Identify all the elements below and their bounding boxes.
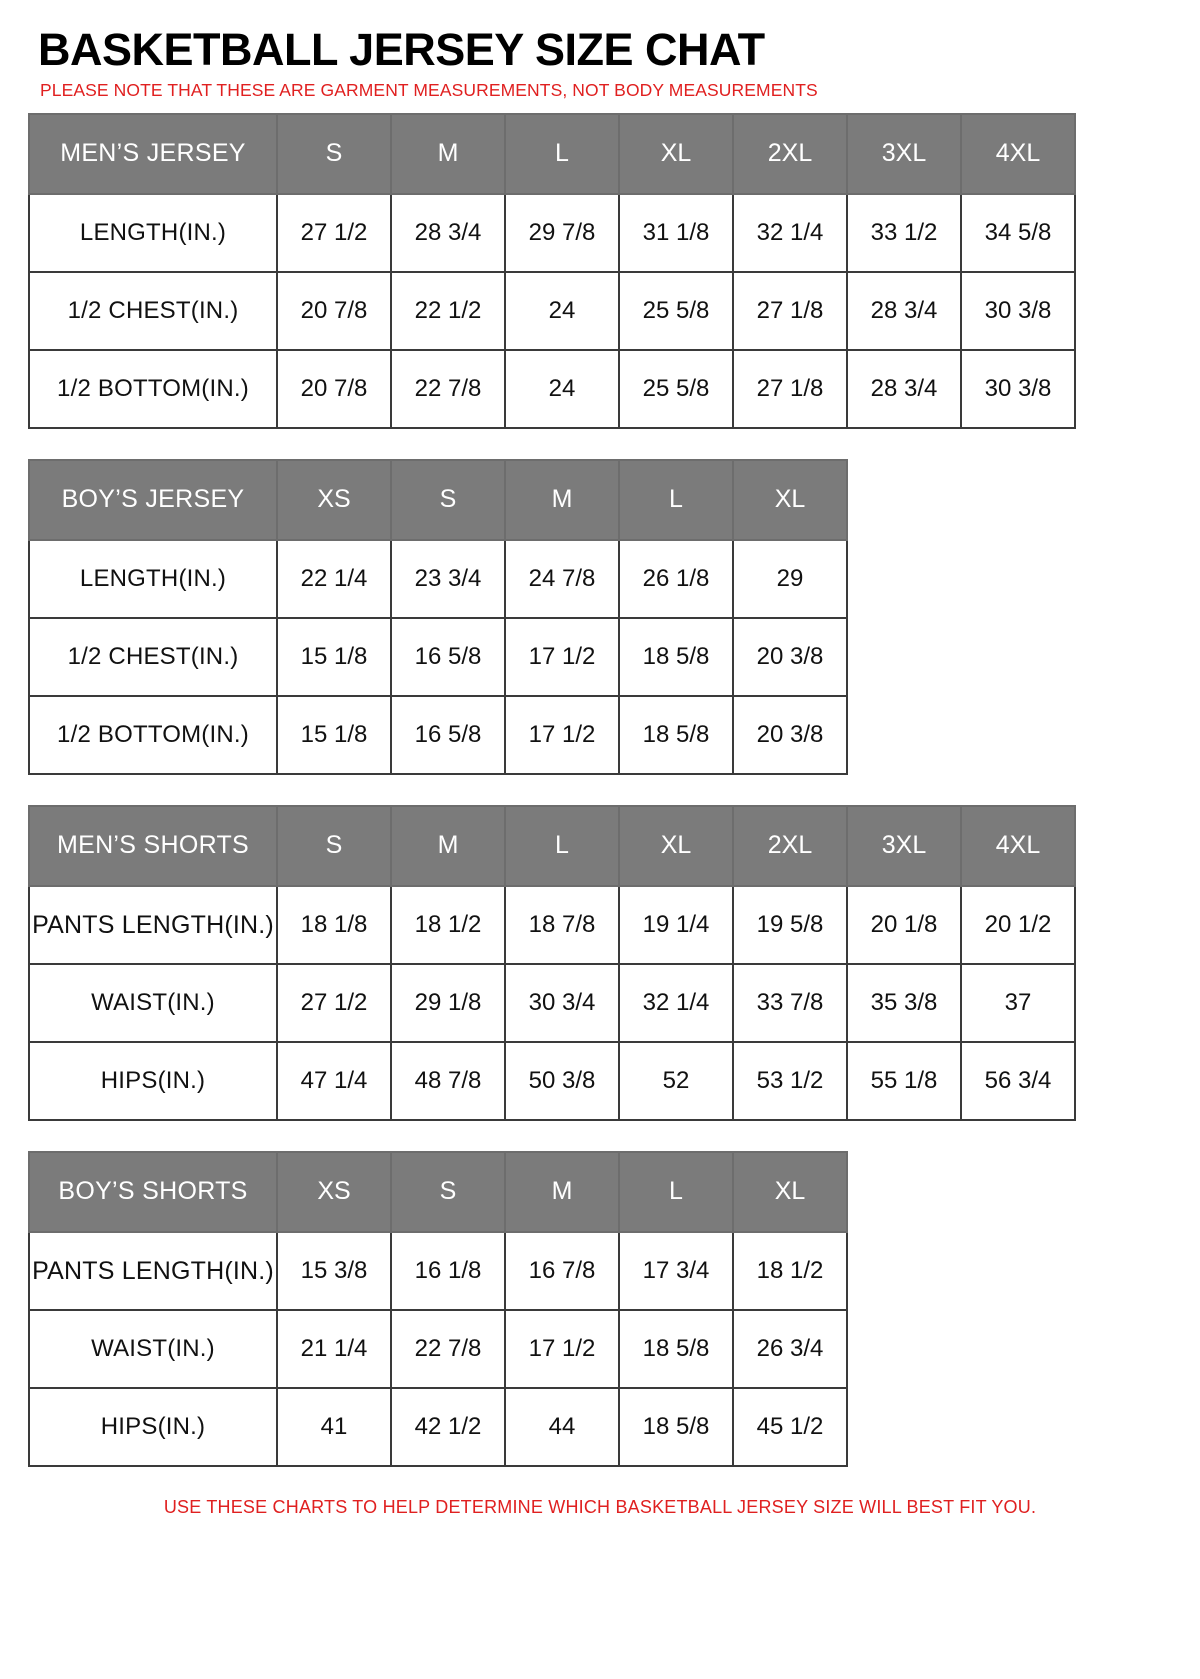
table-cell: 17 1/2: [505, 618, 619, 696]
table-cell: 27 1/2: [277, 194, 391, 272]
table-cell: 22 1/4: [277, 540, 391, 618]
table-cell: 52: [619, 1042, 733, 1120]
table-cell: 22 7/8: [391, 1310, 505, 1388]
table-header-cell: S: [391, 1152, 505, 1232]
table-cell: 30 3/8: [961, 350, 1075, 428]
table-cell: 18 5/8: [619, 1388, 733, 1466]
table-cell: 20 3/8: [733, 618, 847, 696]
table-cell: 15 1/8: [277, 618, 391, 696]
row-label: WAIST(IN.): [29, 1310, 277, 1388]
table-cell: 28 3/4: [391, 194, 505, 272]
table-cell: 33 1/2: [847, 194, 961, 272]
table-header-cell: S: [391, 460, 505, 540]
table-cell: 23 3/4: [391, 540, 505, 618]
table-header-cell: S: [277, 114, 391, 194]
table-cell: 24: [505, 350, 619, 428]
row-label: LENGTH(IN.): [29, 194, 277, 272]
table-cell: 22 7/8: [391, 350, 505, 428]
table-cell: 18 5/8: [619, 1310, 733, 1388]
row-label: 1/2 BOTTOM(IN.): [29, 696, 277, 774]
table-cell: 27 1/2: [277, 964, 391, 1042]
table-cell: 16 5/8: [391, 618, 505, 696]
table-row: [29, 696, 847, 774]
table-header-row: [29, 806, 1075, 886]
table-header-cell: 4XL: [961, 806, 1075, 886]
table-cell: 22 1/2: [391, 272, 505, 350]
table-cell: 41: [277, 1388, 391, 1466]
table-header-cell: XL: [733, 1152, 847, 1232]
row-label: PANTS LENGTH(IN.): [29, 1232, 277, 1310]
table-mens-jersey: [28, 113, 1076, 429]
table-cell: 16 5/8: [391, 696, 505, 774]
table-cell: 17 3/4: [619, 1232, 733, 1310]
table-cell: 27 1/8: [733, 272, 847, 350]
table-cell: 17 1/2: [505, 696, 619, 774]
table-cell: 24 7/8: [505, 540, 619, 618]
table-header-cell: BOY’S SHORTS: [29, 1152, 277, 1232]
table-cell: 21 1/4: [277, 1310, 391, 1388]
table-header-cell: 2XL: [733, 806, 847, 886]
table-cell: 15 1/8: [277, 696, 391, 774]
table-header-cell: M: [505, 460, 619, 540]
table-cell: 44: [505, 1388, 619, 1466]
table-header-cell: XS: [277, 1152, 391, 1232]
page-title: BASKETBALL JERSEY SIZE CHAT: [38, 24, 765, 75]
table-cell: 20 3/8: [733, 696, 847, 774]
table-cell: 26 1/8: [619, 540, 733, 618]
row-label: HIPS(IN.): [29, 1388, 277, 1466]
table-row: [29, 350, 1075, 428]
table-cell: 24: [505, 272, 619, 350]
table-header-cell: XL: [733, 460, 847, 540]
table-header-cell: XL: [619, 806, 733, 886]
table-header-cell: MEN’S JERSEY: [29, 114, 277, 194]
footer-note: USE THESE CHARTS TO HELP DETERMINE WHICH BASKETBALL JERSEY SIZE WILL BEST FIT YOU.: [163, 1496, 1037, 1517]
table-mens-shorts: [28, 805, 1076, 1121]
table-cell: 29: [733, 540, 847, 618]
table-cell: 48 7/8: [391, 1042, 505, 1120]
table-row: [29, 540, 847, 618]
table-header-cell: M: [391, 806, 505, 886]
row-label: 1/2 CHEST(IN.): [29, 272, 277, 350]
table-cell: 18 1/8: [277, 886, 391, 964]
table-cell: 25 5/8: [619, 272, 733, 350]
table-header-cell: L: [619, 1152, 733, 1232]
row-label: LENGTH(IN.): [29, 540, 277, 618]
table-cell: 18 1/2: [733, 1232, 847, 1310]
table-header-row: [29, 460, 847, 540]
table-header-row: [29, 1152, 847, 1232]
table-header-cell: 3XL: [847, 806, 961, 886]
row-label: PANTS LENGTH(IN.): [29, 886, 277, 964]
table-header-cell: M: [391, 114, 505, 194]
table-cell: 42 1/2: [391, 1388, 505, 1466]
table-row: [29, 272, 1075, 350]
table-cell: 16 1/8: [391, 1232, 505, 1310]
table-cell: 20 7/8: [277, 350, 391, 428]
row-label: WAIST(IN.): [29, 964, 277, 1042]
measurement-note: PLEASE NOTE THAT THESE ARE GARMENT MEASUREMENTS, NOT BODY MEASUREMENTS: [40, 80, 818, 101]
table-cell: 55 1/8: [847, 1042, 961, 1120]
table-header-cell: L: [505, 114, 619, 194]
table-cell: 56 3/4: [961, 1042, 1075, 1120]
table-boys-jersey: [28, 459, 848, 775]
table-cell: 53 1/2: [733, 1042, 847, 1120]
table-cell: 29 1/8: [391, 964, 505, 1042]
table-row: [29, 1388, 847, 1466]
table-cell: 45 1/2: [733, 1388, 847, 1466]
table-cell: 37: [961, 964, 1075, 1042]
table-cell: 17 1/2: [505, 1310, 619, 1388]
table-cell: 18 7/8: [505, 886, 619, 964]
table-cell: 50 3/8: [505, 1042, 619, 1120]
table-cell: 19 5/8: [733, 886, 847, 964]
table-header-cell: XL: [619, 114, 733, 194]
table-cell: 19 1/4: [619, 886, 733, 964]
table-cell: 28 3/4: [847, 350, 961, 428]
table-cell: 20 7/8: [277, 272, 391, 350]
table-cell: 28 3/4: [847, 272, 961, 350]
table-header-cell: MEN’S SHORTS: [29, 806, 277, 886]
table-cell: 34 5/8: [961, 194, 1075, 272]
table-row: [29, 886, 1075, 964]
table-header-cell: 4XL: [961, 114, 1075, 194]
row-label: 1/2 BOTTOM(IN.): [29, 350, 277, 428]
table-cell: 18 1/2: [391, 886, 505, 964]
table-header-cell: BOY’S JERSEY: [29, 460, 277, 540]
table-row: [29, 1042, 1075, 1120]
table-cell: 32 1/4: [733, 194, 847, 272]
table-boys-shorts: [28, 1151, 848, 1467]
row-label: 1/2 CHEST(IN.): [29, 618, 277, 696]
table-header-cell: 3XL: [847, 114, 961, 194]
table-cell: 20 1/2: [961, 886, 1075, 964]
table-header-cell: XS: [277, 460, 391, 540]
table-cell: 29 7/8: [505, 194, 619, 272]
table-cell: 16 7/8: [505, 1232, 619, 1310]
table-cell: 35 3/8: [847, 964, 961, 1042]
table-cell: 30 3/4: [505, 964, 619, 1042]
table-header-row: [29, 114, 1075, 194]
table-header-cell: S: [277, 806, 391, 886]
table-cell: 30 3/8: [961, 272, 1075, 350]
table-header-cell: 2XL: [733, 114, 847, 194]
table-cell: 18 5/8: [619, 696, 733, 774]
table-row: [29, 1310, 847, 1388]
table-cell: 20 1/8: [847, 886, 961, 964]
table-cell: 32 1/4: [619, 964, 733, 1042]
table-header-cell: L: [619, 460, 733, 540]
table-cell: 33 7/8: [733, 964, 847, 1042]
table-cell: 25 5/8: [619, 350, 733, 428]
table-header-cell: M: [505, 1152, 619, 1232]
table-row: [29, 1232, 847, 1310]
table-row: [29, 194, 1075, 272]
table-row: [29, 618, 847, 696]
table-cell: 26 3/4: [733, 1310, 847, 1388]
table-header-cell: L: [505, 806, 619, 886]
table-row: [29, 964, 1075, 1042]
table-cell: 18 5/8: [619, 618, 733, 696]
table-cell: 15 3/8: [277, 1232, 391, 1310]
table-cell: 31 1/8: [619, 194, 733, 272]
table-cell: 47 1/4: [277, 1042, 391, 1120]
row-label: HIPS(IN.): [29, 1042, 277, 1120]
table-cell: 27 1/8: [733, 350, 847, 428]
